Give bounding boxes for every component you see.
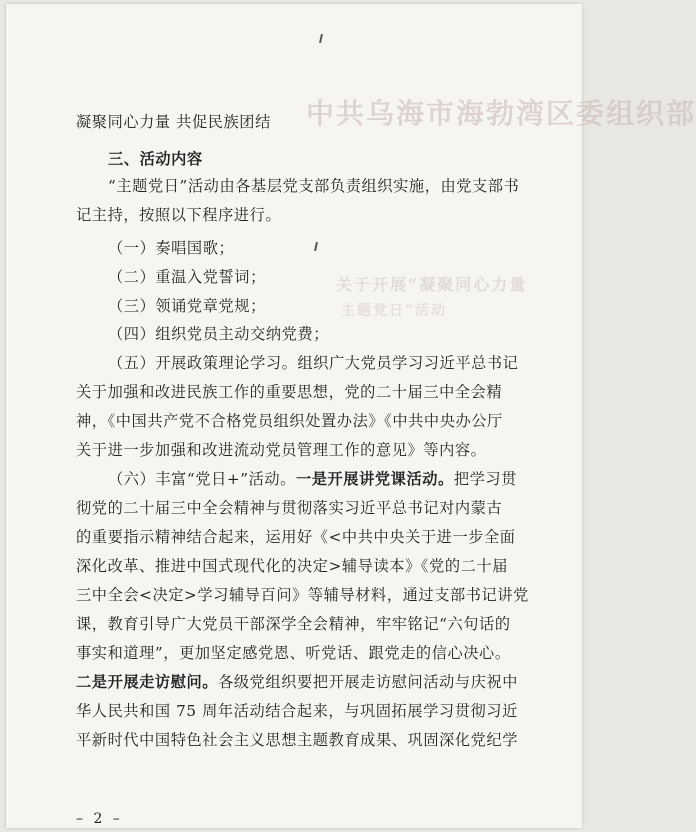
text-line: “主题党日”活动由各基层党支部负责组织实施，由党支部书 bbox=[108, 177, 520, 195]
text-line: 二是开展走访慰问。各级党组织要把开展走访慰问活动与庆祝中 bbox=[76, 673, 519, 691]
text-line: 平新时代中国特色社会主义思想主题教育成果、巩固深化党纪学 bbox=[76, 731, 519, 749]
bleed-through-text: 主题党日”活动 bbox=[341, 303, 448, 319]
document-page bbox=[6, 4, 696, 828]
text-line: （三）领诵党章党规； bbox=[108, 297, 266, 315]
page-number: – 2 – bbox=[76, 811, 123, 827]
text-line: （六）丰富“党日+”活动。一是开展讲党课活动。把学习贯 bbox=[108, 470, 517, 488]
text-line: （四）组织党员主动交纳党费； bbox=[108, 325, 330, 343]
bleed-through-text bbox=[306, 138, 606, 164]
text-line: 关于加强和改进民族工作的重要思想，党的二十届三中全会精 bbox=[76, 383, 503, 401]
text-line: 记主持，按照以下程序进行。 bbox=[76, 206, 282, 224]
text-line: 事实和道理”，更加坚定感党恩、听党话、跟党走的信心决心。 bbox=[76, 644, 511, 662]
text-line: 的重要指示精神结合起来，运用好《<中共中央关于进一步全面 bbox=[76, 528, 516, 546]
text-line: 彻党的二十届三中全会精神与贯彻落实习近平总书记对内蒙古 bbox=[76, 499, 503, 517]
bold-phrase: 一是开展讲党课活动。 bbox=[295, 470, 454, 488]
text-line: 课，教育引导广大党员干部深学全会精神，牢牢铭记“六句话的 bbox=[76, 615, 511, 633]
text-line: 华人民共和国 75 周年活动结合起来，与巩固拓展学习贯彻习近 bbox=[76, 702, 518, 720]
text-line: 深化改革、推进中国式现代化的决定>辅导读本》《党的二十届 bbox=[76, 557, 508, 575]
text-line: 三中全会<决定>学习辅导百问》等辅导材料，通过支部书记讲党 bbox=[76, 586, 529, 604]
text-line: （五）开展政策理论学习。组织广大党员学习习近平总书记 bbox=[108, 354, 519, 372]
scan-mark bbox=[314, 242, 318, 251]
text-line: 神，《中国共产党不合格党员组织处置办法》《中共中央办公厅 bbox=[76, 412, 503, 430]
text-line: （二）重温入党誓词； bbox=[108, 268, 266, 286]
text-line: （一）奏唱国歌； bbox=[108, 239, 235, 257]
bold-phrase: 二是开展走访慰问。 bbox=[76, 673, 219, 691]
text-line: 凝聚同心力量 共促民族团结 bbox=[76, 113, 271, 131]
bleed-through-text: 中共乌海市海勃湾区委组织部 bbox=[306, 97, 696, 130]
text-line: 三、活动内容 bbox=[108, 150, 203, 168]
text-line: 关于进一步加强和改进流动党员管理工作的意见》等内容。 bbox=[76, 441, 487, 459]
scan-mark bbox=[319, 34, 323, 43]
bleed-through-text: 关于开展“凝聚同心力量 bbox=[336, 275, 528, 294]
